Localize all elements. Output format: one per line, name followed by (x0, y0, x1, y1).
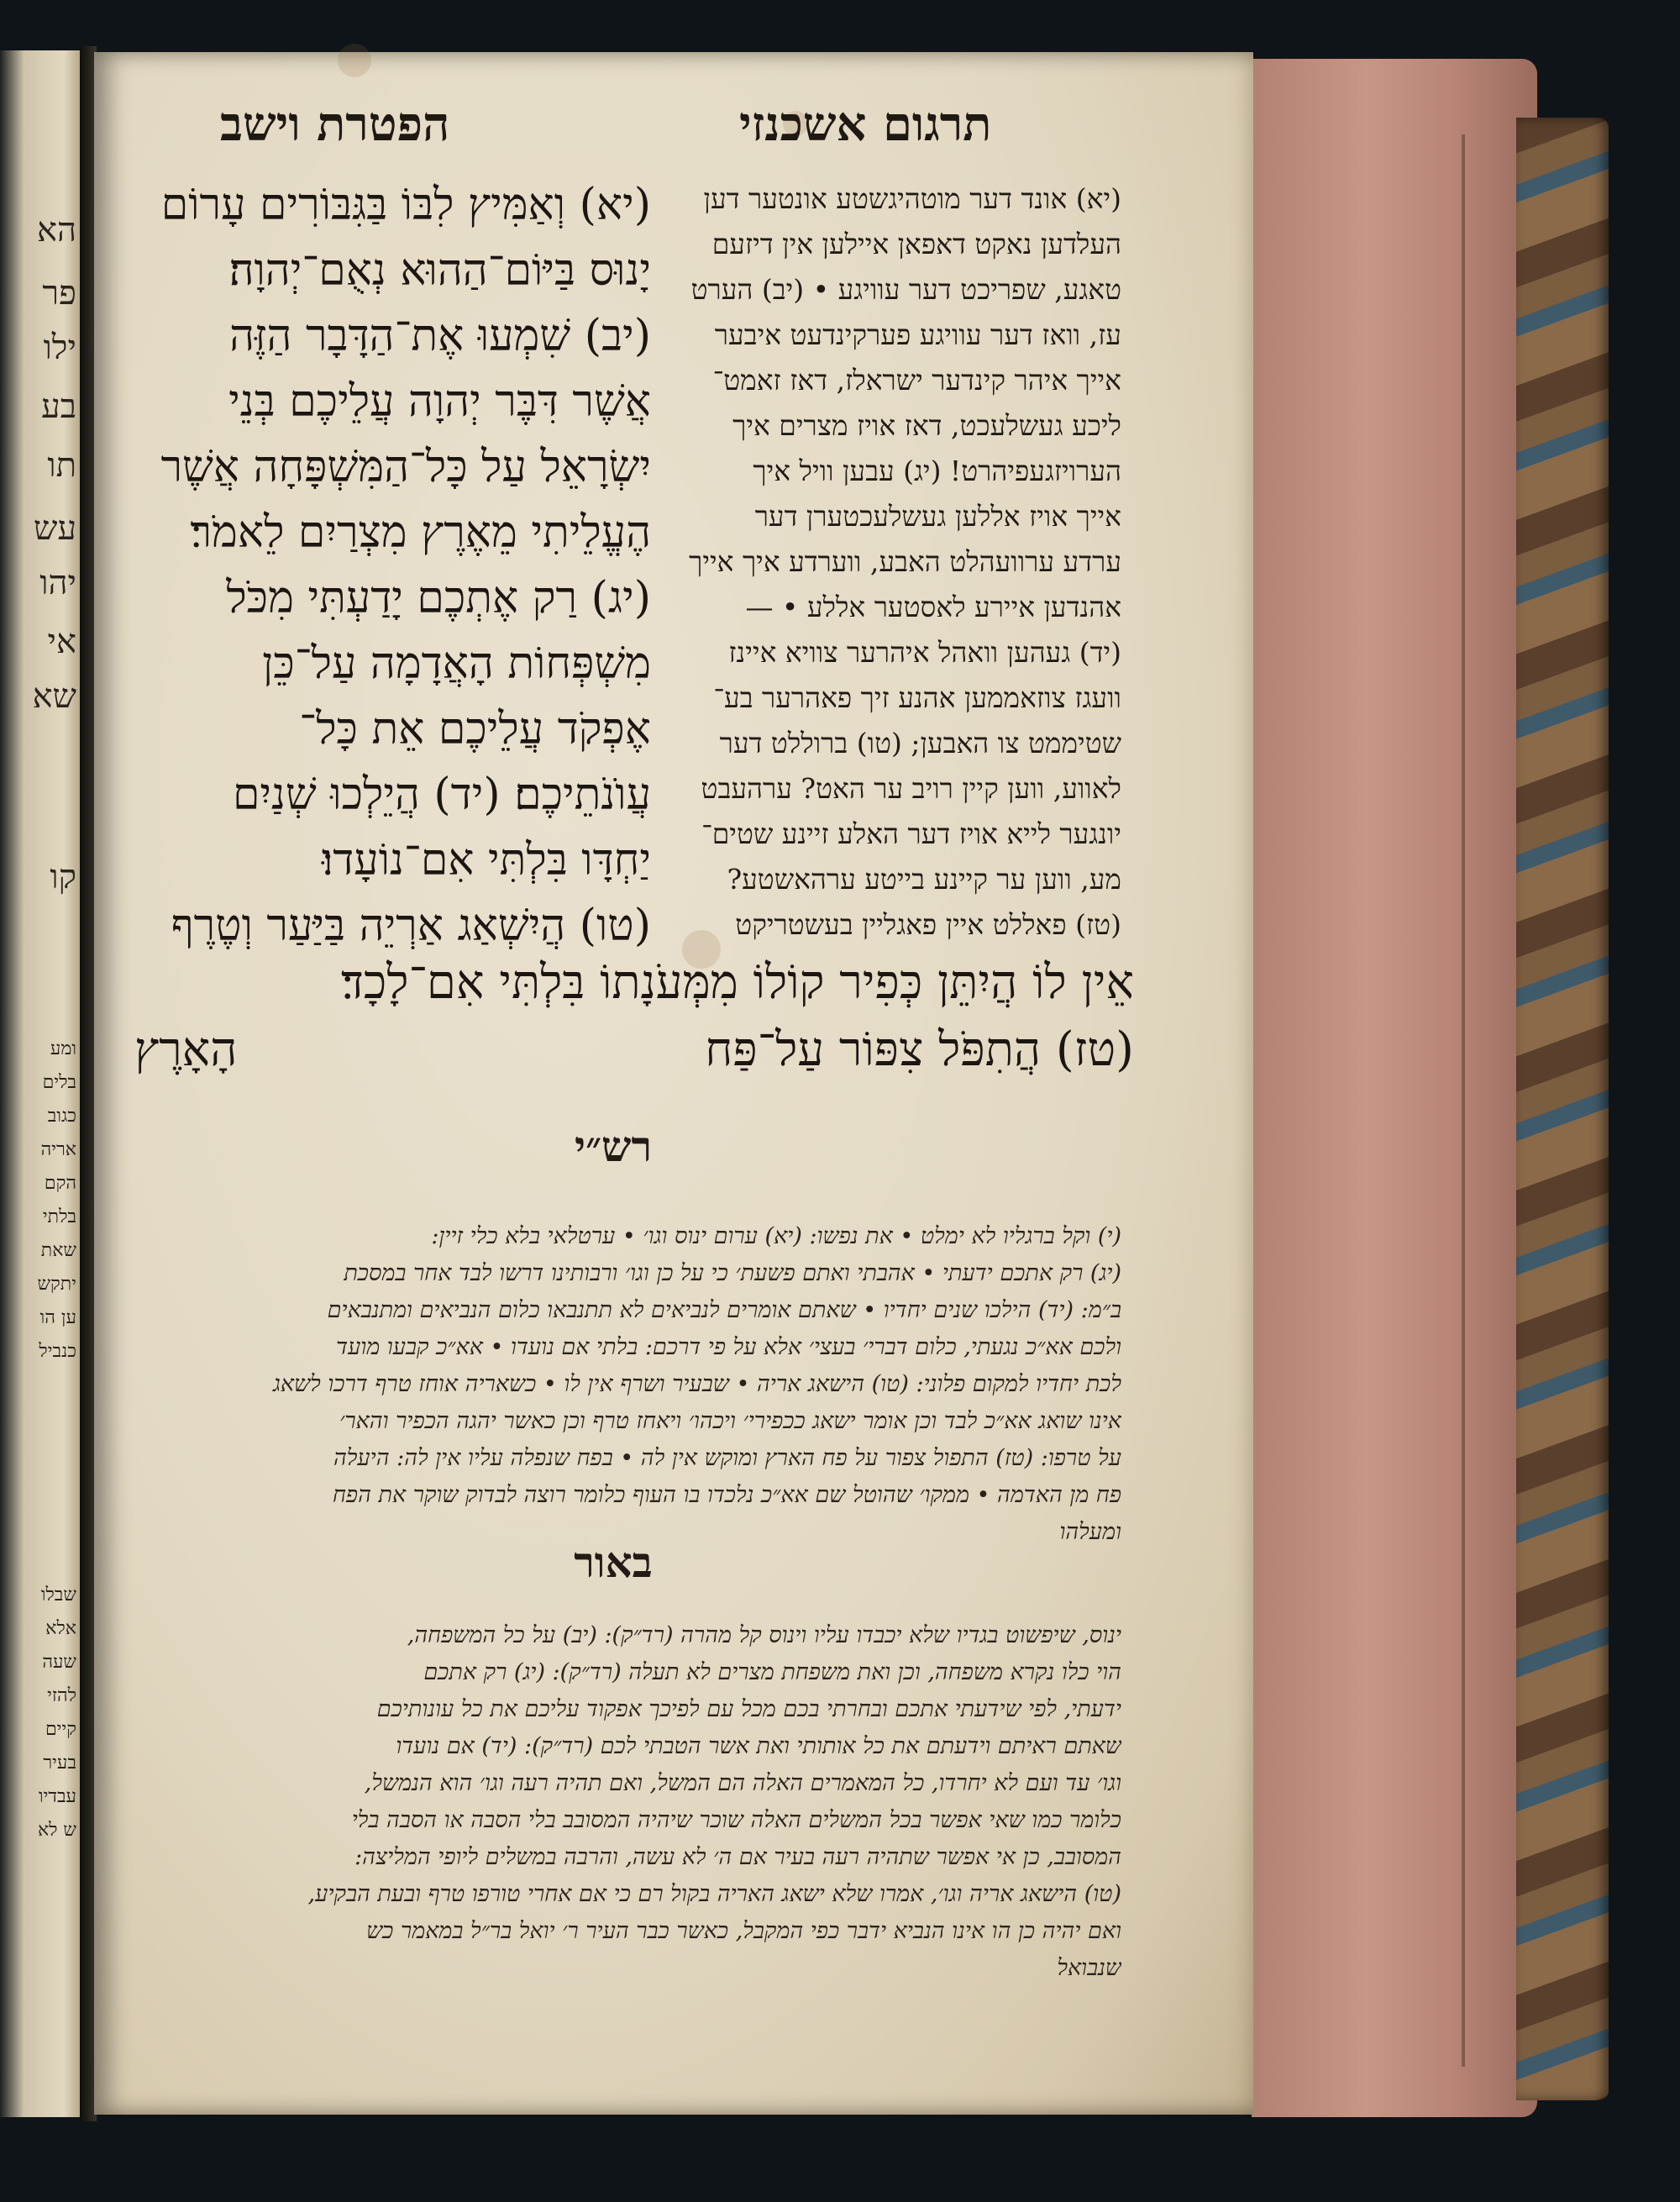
edge-text-fragment: בעיר (43, 1753, 76, 1774)
header-right: תרגום אשכנזי (739, 97, 992, 152)
hebrew-verse-line: אֲשֶׁר דִּבֶּר יְהוָה עֲלֵיכֶם בְּנֵי (228, 376, 651, 427)
translation-line: שטיממט צו האבען; (טו) ברוללט דער (719, 727, 1121, 759)
biur-line: ינוס, שיפשוט בגדיו שלא יכבדו עליו וינוס קל מהרה (רד״ק): (יב) על כל המשפחה, (407, 1622, 1121, 1648)
edge-text-fragment: הא (36, 211, 76, 250)
biur-line: הוי כלו נקרא משפחה, וכן ואת משפחת מצרים לא תעלה (רד״ק): (יג) רק אתכם (423, 1659, 1121, 1685)
edge-text-fragment: יתקש (37, 1274, 76, 1295)
edge-text-fragment: עבדיו (38, 1786, 76, 1807)
edge-text-fragment: ומע (50, 1038, 76, 1059)
rashi-line: ומעלהו (1059, 1519, 1121, 1545)
hebrew-text-column (105, 172, 651, 959)
edge-text-fragment: הקם (44, 1173, 76, 1194)
edge-text-fragment: ילו (43, 328, 76, 367)
rashi-line: לכת יחדיו למקום פלוני: (טו) הישאג אריה • שבעיר ושרף אין לו • כשאריה אוחז טרף דרכו לשאג (272, 1371, 1121, 1397)
biur-commentary (105, 1617, 1121, 1987)
edge-text-fragment: כגוב (47, 1106, 76, 1127)
rashi-commentary (105, 1218, 1121, 1551)
translation-line: ערדע ערוועהלט האבע, ווערדע איך אייך (689, 545, 1121, 578)
translation-line: העלדען נאקט דאפאן איילען אין דיזעם (711, 228, 1121, 260)
translation-column (651, 176, 1121, 948)
edge-text-fragment: קו (50, 858, 76, 896)
edge-text-fragment: שא (32, 677, 76, 716)
edge-text-fragment: ען הו (39, 1307, 76, 1328)
translation-line: אייך אויז אללען געשלעכטערן דער (754, 500, 1121, 533)
translation-line: אייך איהר קינדער ישראלז, דאז זאמט־ (712, 364, 1121, 397)
rashi-line: (י) וקל ברגליו לא ימלט • את נפשו: (יא) ערום ינוס וגו׳ • ערטלאי בלא כלי זיין: (431, 1223, 1121, 1249)
translation-line: (יא) אונד דער מוטהיגשטע אונטער דען (703, 182, 1121, 215)
hebrew-verse-line: (יג) רַק אֶתְכֶם יָדַעְתִּי מִכֹּל (226, 573, 651, 623)
biur-line: ואם יהיה כן הו אינו הנביא ידבר כפי המקבל, כאשר כבר העיר ר׳ יואל בר״ל במאמר כש (366, 1918, 1121, 1944)
hebrew-verse-line: הֶעֱלֵיתִי מֵאֶרֶץ מִצְרַיִם לֵאמֹר׃ (190, 507, 651, 558)
translation-line: אהנדען איירע לאסטער אללע • — (745, 591, 1121, 623)
edge-text-fragment: שאת (40, 1240, 76, 1261)
hebrew-verse-line: (יב) שִׁמְעוּ אֶת־הַדָּבָר הַזֶּה (229, 311, 651, 361)
edge-text-fragment: שעה (42, 1652, 76, 1673)
biur-line: וגו׳ עד ועם לא יחרדו, כל המאמרים האלה הם המשל, ואם תהיה רעה וגו׳ הוא הנמשל, (364, 1770, 1121, 1796)
edge-text-fragment: אי (47, 623, 76, 661)
translation-line: לאווע, ווען קיין רויב ער האט? ערהעבט (701, 772, 1121, 805)
biur-line: ידעתי, לפי שידעתי אתכם ובחרתי בכם מכל עם לפיכך אפקוד עליכם את כל עונותיכם (376, 1696, 1121, 1722)
hebrew-verse-line: אֶפְקֹד עֲלֵיכֶם אֵת כָּל־ (299, 704, 651, 754)
rashi-title: רש״י (574, 1122, 653, 1171)
marbled-cover (1516, 118, 1609, 2100)
edge-text-fragment: קיים (45, 1719, 76, 1740)
translation-line: (יד) געהען וואהל איהרער צוויא איינז (728, 636, 1121, 669)
rashi-line: (יג) רק אתכם ידעתי • אהבתי ואתם פשעת׳ כי על כן וגו׳ ורבותינו דרשו לבד אחר במסכת (344, 1260, 1121, 1286)
rashi-line: אינו שואג אא״כ לבד וכן אומר ישאג ככפירי׳ ויכהו׳ ויאחז טרף וכן כאשר יהגה הכפיר והאר׳ (339, 1408, 1121, 1434)
hebrew-verse-line: (יא) וְאַמִּיץ לִבּוֹ בַּגִּבּוֹרִים עָרוֹם (160, 180, 651, 230)
biur-title: באור (574, 1537, 653, 1587)
page-stain (338, 44, 371, 77)
rashi-line: על טרפו: (טז) התפול צפור על פח הארץ ומוקש אין לה • בפח שנפלה עליו אין לה: היעלה (333, 1445, 1121, 1471)
translation-line: (טז) פאללט איין פאגליין בעשטריקט (735, 908, 1121, 941)
biur-line: כלומר כמו שאי אפשר בכל המשלים האלה שוכר שיהיה המסובב בלי הסבה או הסבה בלי (351, 1807, 1121, 1833)
edge-text-fragment: תו (47, 446, 76, 485)
edge-text-fragment: פר (42, 274, 76, 313)
edge-text-fragment: בלים (42, 1072, 76, 1093)
rashi-line: ב״מ: (יד) הילכו שנים יחדיו • שאתם אומרים לנביאים לא תתנבאו כלום הנביאים ומתנבאים (327, 1297, 1121, 1323)
translation-line: הערויזגעפיהרט! (יג) עבען וויל איך (753, 455, 1121, 487)
edge-text-fragment: ש לא (37, 1820, 76, 1841)
translation-line: טאגע, שפריכט דער עוויגע • (יב) הערט (690, 273, 1121, 306)
edge-text-fragment: בע (41, 387, 76, 426)
hebrew-verse-line: (טו) הֲיִשְׁאַג אַרְיֵה בַּיַּעַר וְטֶרֶף (171, 901, 651, 951)
edge-text-fragment: אלא (45, 1618, 76, 1639)
edge-text-fragment: בלתי (42, 1206, 76, 1227)
edge-text-fragment: כנביל (39, 1341, 76, 1362)
translation-line: וועגז צוזאממען אהנע זיך פאהרער בע־ (713, 681, 1121, 714)
biur-line: שנבואל (1057, 1955, 1121, 1981)
edge-text-fragment: להזי (47, 1685, 76, 1706)
translation-line: עז, וואז דער עוויגע פערקינדעט איבער (714, 318, 1121, 351)
edge-text-fragment: עש (34, 509, 76, 548)
hebrew-verse-line: עֲוֺנֹתֵיכֶם׃ (יד) הֲיֵלְכוּ שְׁנַיִם (232, 770, 651, 820)
biur-line: (טו) הישאג אריה וגו׳, אמרו שלא ישאג האריה בקול רם כי אם אחרי טורפו טרף ובעת הבקיע, (307, 1881, 1121, 1907)
hebrew-verse-line: יָנוּס בַּיּוֹם־הַהוּא נְאֻם־יְהוָה׃ (228, 245, 651, 296)
biur-line: המסובב, כן אי אפשר שתהיה רעה בעיר אם ה׳ לא עשה, והרבה במשלים ליופי המליצה: (354, 1844, 1121, 1870)
hebrew-verse-line: מִשְׁפְּחוֹת הָאֲדָמָה עַל־כֵּן (262, 639, 651, 689)
edge-text-fragment: שבלו (40, 1584, 76, 1606)
edge-text-fragment: אריה (40, 1139, 76, 1160)
wide-verse-line-2-end: הָאָרֶץ (134, 1022, 238, 1077)
wide-verse-block (134, 949, 1134, 1084)
biur-line: שאתם ראיתם וידעתם את כל אותותי ואת אשר הטבתי לכם (רד״ק): (יד) אם נועדו (396, 1733, 1121, 1759)
header-left: הפטרת וישב (220, 97, 450, 152)
previous-page-edge (0, 50, 80, 2117)
rashi-line: ולכם אא״כ נגעתי, כלום דברי׳ בעצי׳ אלא על פי דרכם: בלתי אם נועדו • אא״כ קבעו מועד (336, 1334, 1121, 1360)
wide-verse-line-1: אֵין לוֹ הֲיִתֵּן כְּפִיר קוֹלוֹ מִמְּעֹנָתוֹ בִּלְתִּי אִם־לָכָד׃ (340, 955, 1134, 1010)
translation-line: יונגער לייא אויז דער האלע זיינע שטים־ (701, 817, 1121, 850)
hebrew-verse-line: יַחְדָּו בִּלְתִּי אִם־נוֹעָדוּ׃ (321, 835, 651, 886)
rashi-line: פח מן האדמה • ממקו׳ שהוטל שם אא״כ נלכדו בו העוף כלומר רוצה לבדוק שוקר את הפח (332, 1482, 1121, 1508)
translation-line: ליכע געשלעכט, דאז אויז מצרים איך (732, 409, 1121, 442)
edge-text-fragment: יהו (39, 564, 76, 602)
page-block-edge (1252, 59, 1537, 2117)
wide-verse-line-2: (טז) הֲתִפֹּל צִפּוֹר עַל־פַּח (705, 1022, 1134, 1077)
hebrew-verse-line: יִשְׂרָאֵל עַל כָּל־הַמִּשְׁפָּחָה אֲשֶׁר (160, 442, 651, 492)
translation-line: מע, ווען ער קיינע בייטע ערהאשטע? (727, 863, 1121, 896)
